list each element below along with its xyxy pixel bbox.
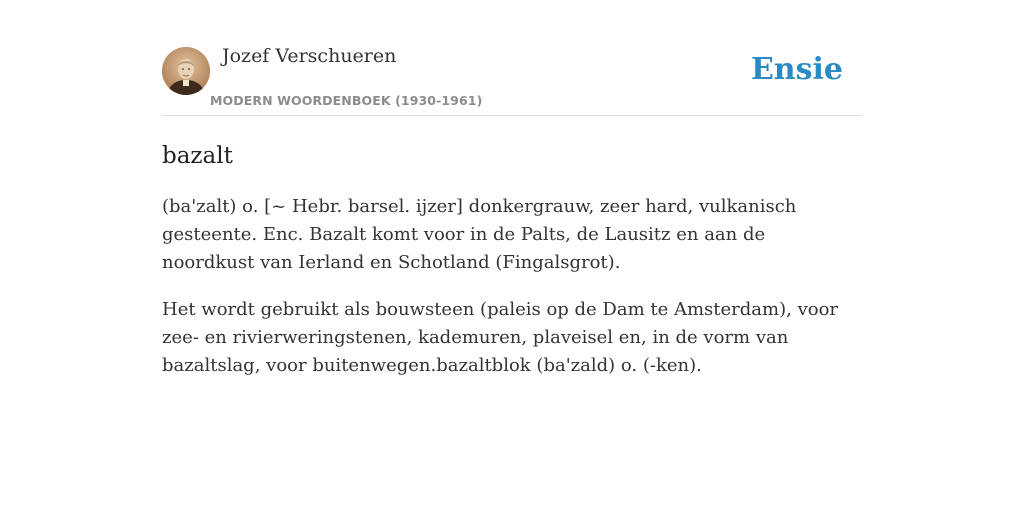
entry-title: bazalt [162,143,233,169]
ensie-logo[interactable]: Ensie [750,52,843,87]
author-name[interactable]: Jozef Verschueren [222,45,397,67]
source-label[interactable]: MODERN WOORDENBOEK (1930-1961) [210,93,483,108]
author-portrait-icon [162,47,210,95]
definition-paragraph: Het wordt gebruikt als bouwsteen (paleis op de Dam te Amsterdam), voor zee- en rivierweringstenen, kademuren, plaveisel en, in de vorm van bazaltslag, voor buitenwegen.bazaltblok (ba'zald) o. (-ken). [162,299,839,376]
definition-paragraph: (ba'zalt) o. [~ Hebr. barsel. ijzer] donkergrauw, zeer hard, vulkanisch gesteente. Enc. Bazalt komt voor in de Palts, de Lausitz en aan de noordkust van Ierland en Schotland (Fingalsgrot). [162,196,797,273]
entry-card [162,44,862,380]
entry-header [162,44,862,116]
definition-body [162,193,862,380]
author-avatar[interactable] [162,47,210,95]
